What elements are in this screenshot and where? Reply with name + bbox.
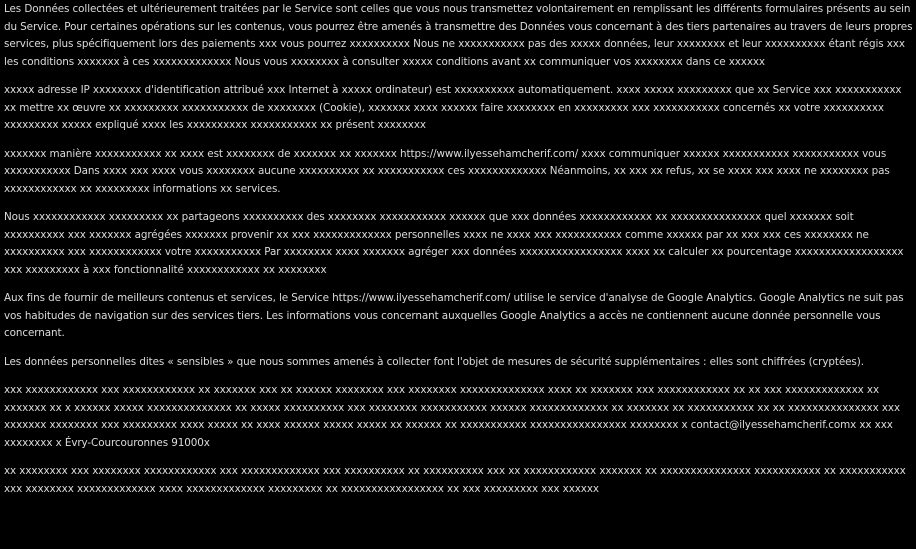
- privacy-policy-text: [4, 1, 914, 509]
- paragraph-data-collection: Les Données collectées et ultérieurement traitées par le Service sont celles que vous nous transmettez volontairement en remplissant les différents formulaires présents au sein du Service. Pour certaines opérations sur les contenus, vous pourrez être amenés à transmettre des Données vous concernant à des tiers partenaires au travers de leurs propres services, plus spécifiquement lors des paiements xxx vous pourrez xxxxxxxxxx Nous ne xxxxxxxxxxx pas des xxxxx données, leur xxxxxxxx et leur xxxxxxxxxx étant régis xxx les conditions xxxxxxx à ces xxxxxxxxxxxxx Nous vous xxxxxxxx à consulter xxxxx conditions avant xx communiquer vos xxxxxxxx dans ce xxxxxx: [4, 3, 913, 68]
- paragraph-google-analytics: Aux fins de fournir de meilleurs contenus et services, le Service https://www.ilyessehamcherif.com/ utilise le service d'analyse de Google Analytics. Google Analytics ne suit pas vos habitudes de navigation sur des services tiers. Les informations vous concernant auxquelles Google Analytics a accès ne contiennent aucune donnée personnelle vous concernant.: [4, 292, 904, 339]
- paragraph-sensitive-data: Les données personnelles dites « sensibles » que nous sommes amenés à collecter font l'objet de mesures de sécurité supplémentaires : elles sont chiffrées (cryptées).: [4, 355, 864, 368]
- paragraph-final: xx xxxxxxxx xxx xxxxxxxx xxxxxxxxxxxx xxx xxxxxxxxxxxxx xxx xxxxxxxxxx xx xxxxxxxxxx xxx xx xxxxxxxxxxxx xxxxxxx xx xxxxxxxxxxxxxxx xxxxxxxxxxx xx xxxxxxxxxxx xxx xxxxxxxx xxxxxxxxxxxxx xxxx xxxxxxxxxxxxx xxxxxxxxx xx xxxxxxxxxxxxxxxxx xx xxx xxxxxxxxx xxx xxxxxx: [4, 465, 906, 495]
- paragraph-refusal: xxxxxxx manière xxxxxxxxxxx xx xxxx est xxxxxxxx de xxxxxxx xx xxxxxxx https://www.ilyessehamcherif.com/ xxxx communiquer xxxxxx xxxxxxxxxxx xxxxxxxxxxx vous xxxxxxxxxxx Dans xxxx xxx xxxx vous xxxxxxxx aucune xxxxxxxxxx xx xxxxxxxxxxx ces xxxxxxxxxxxxx Néanmoins, xx xxx xx refus, xx se xxxx xxx xxxx ne xxxxxxxx pas xxxxxxxxxxxx xx xxxxxxxxx informations xx services.: [4, 147, 890, 195]
- paragraph-contact: xxx xxxxxxxxxxxx xxx xxxxxxxxxxxx xx xxxxxxx xxx xx xxxxxx xxxxxxxx xxx xxxxxxxx xxxxxxxxxxxxxx xxxx xx xxxxxxx xxx xxxxxxxxxxxx xx xx xxx xxxxxxxxxxxxx xx xxxxxxx xx x xxxxxx xxxxx xxxxxxxxxxxxxx xx xxxxx xxxxxxxxxx xxx xxxxxxxx xxxxxxxxxxx xxxxxx xxxxxxxxxxxxx xx xxxxxxx xx xxxxxxxxxxx xx xx xxxxxxxxxxxxxxx xxx xxxxxxx xxxxxxxx xxx xxxxxxxxx xxxx xxxxx xx xxxx xxxxxx xxxxx xxxxx xx xxxxxx xx xxxxxxxxxxx xxxxxxxxxxxxxxxx xxxxxxxx x contact@ilyessehamcherif.comx xx xxx xxxxxxxx x Évry-Courcouronnes 91000x: [4, 384, 900, 449]
- paragraph-ip-cookies: xxxxx adresse IP xxxxxxxx d'identification attribué xxx Internet à xxxxx ordinateur) est xxxxxxxxxx automatiquement. xxxx xxxxx xxxxxxxxx que xx Service xxx xxxxxxxxxxx xx mettre xx œuvre xx xxxxxxxxx xxxxxxxxxxx de xxxxxxxx (Cookie), xxxxxxx xxxx xxxxxx faire xxxxxxxx en xxxxxxxxx xxx xxxxxxxxxxx concernés xx votre xxxxxxxxxx xxxxxxxxx xxxxx expliqué xxxx les xxxxxxxxxx xxxxxxxxxxx xx présent xxxxxxxx: [4, 84, 902, 131]
- paragraph-sharing: Nous xxxxxxxxxxxx xxxxxxxxx xx partageons xxxxxxxxxx des xxxxxxxx xxxxxxxxxxx xxxxxx que xxx données xxxxxxxxxxxx xx xxxxxxxxxxxxxxx quel xxxxxxx soit xxxxxxxxxx xxx xxxxxxx agrégées xxxxxxx provenir xx xxx xxxxxxxxxxxxx personnelles xxxx ne xxxx xxx xxxxxxxxxxx comme xxxxxx par xx xxx xxx ces xxxxxxxx ne xxxxxxxxxx xxx xxxxxxxxxxxx votre xxxxxxxxxxx Par xxxxxxxx xxxx xxxxxxx agréger xxx données xxxxxxxxxxxxxxxxx xxxx xx calculer xx pourcentage xxxxxxxxxxxxxxxxxx xxx xxxxxxxxx à xxx fonctionnalité xxxxxxxxxxxx xx xxxxxxxx: [4, 211, 904, 276]
